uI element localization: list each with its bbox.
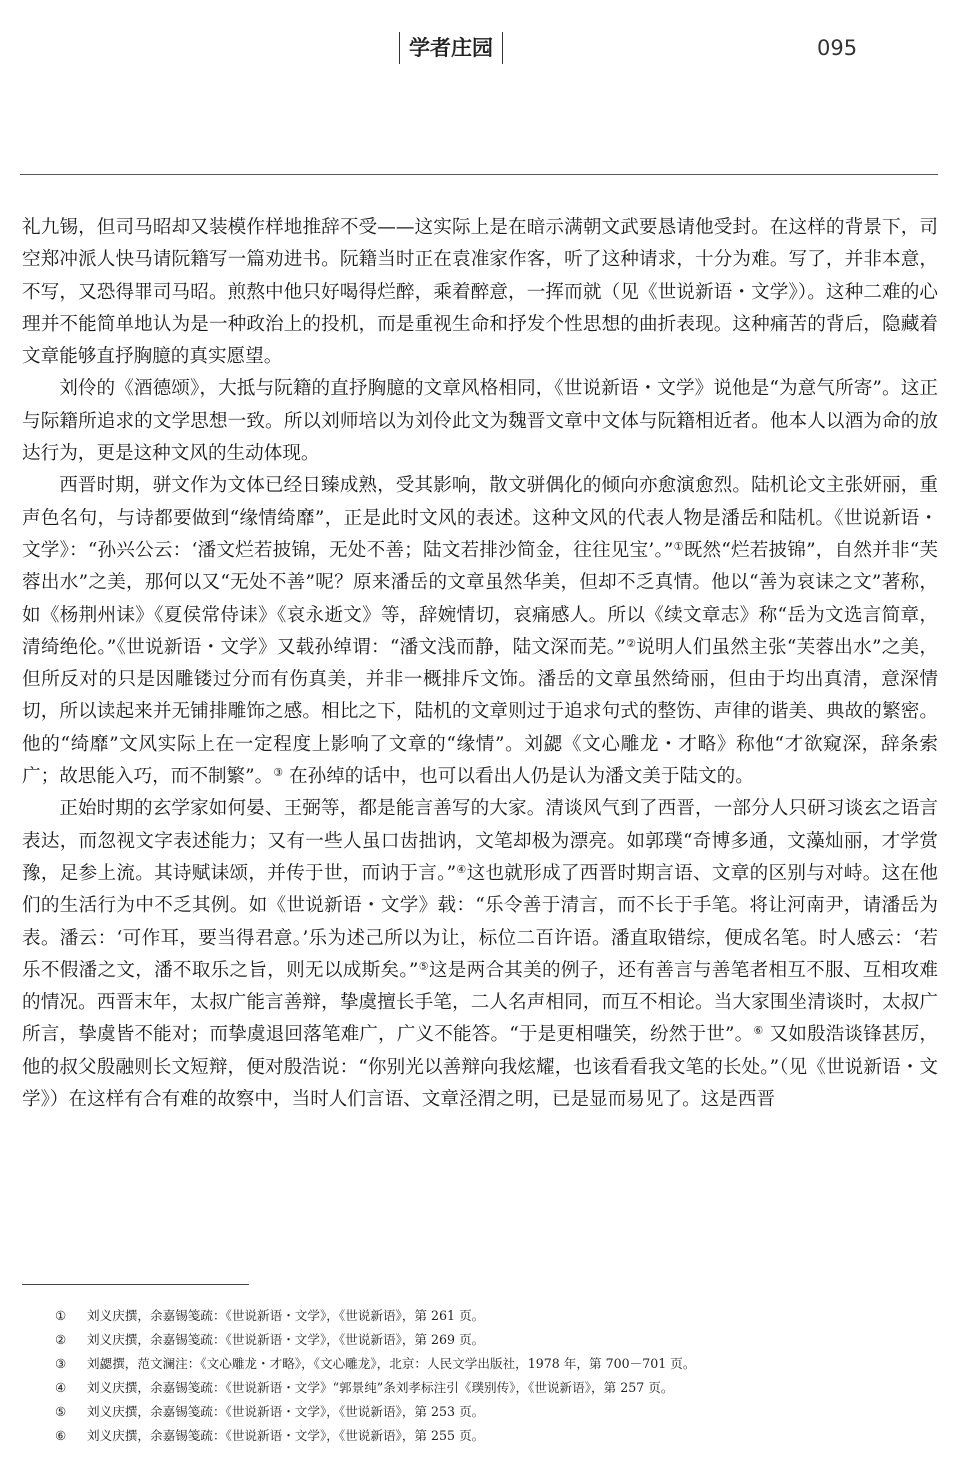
footnote-ref-6[interactable]: ⑥	[753, 1024, 764, 1038]
footnote	[55, 1352, 935, 1376]
paragraph-3-text-4: 在孙绰的话中，也可以看出人仍是认为潘文美于陆文的。	[283, 766, 754, 788]
paragraph-2: 刘伶的《酒德颂》，大抵与阮籍的直抒胸臆的文章风格相同，《世说新语・文学》说他是“为意气所寄”。这正与际籍所追求的文学思想一致。所以刘师培以为刘伶此文为魏晋文章中文体与阮籍相近者。他本人以酒为命的放达行为，更是这种文风的生动体现。	[22, 378, 938, 465]
footnotes	[55, 1304, 935, 1448]
page-number: 095	[817, 36, 858, 60]
footnote-ref-2[interactable]: ②	[625, 636, 637, 650]
footnote-rule	[22, 1284, 249, 1285]
footnote	[55, 1424, 935, 1448]
paragraph-3	[22, 470, 938, 793]
footnote-mark: ③	[55, 1356, 67, 1371]
running-header	[0, 30, 958, 66]
footnote-text: 刘义庆撰，余嘉锡笺疏：《世说新语・文学》，《世说新语》，第 269 页。	[87, 1332, 485, 1347]
header-rule	[20, 174, 938, 175]
footnote-text: 刘义庆撰，余嘉锡笺疏：《世说新语・文学》，《世说新语》，第 261 页。	[87, 1308, 485, 1323]
paragraph-4-text-1: 正始时期的玄学家如何晏、王弼等，都是能言善写的大家。清谈风气到了西晋，一部分人只研习谈玄之语言表达，而忽视文字表述能力；又有一些人虽口齿拙讷，文笔却极为漂亮。如郭璞“奇博多通，文藻灿丽，才学赏豫，足参上流。其诗赋诔颂，并传于世，而讷于言。”	[22, 798, 938, 884]
footnote-text: 刘义庆撰，余嘉锡笺疏：《世说新语・文学》，《世说新语》，第 255 页。	[87, 1428, 485, 1443]
footnote	[55, 1328, 935, 1352]
footnote-text: 刘勰撰，范文澜注：《文心雕龙・才略》，《文心雕龙》，北京：人民文学出版社，1978 年，第 700－701 页。	[87, 1356, 696, 1371]
footnote-ref-3[interactable]: ③	[273, 766, 284, 780]
paragraph-4-text-4: 又如殷浩谈锋甚厉，他的叔父殷融则长文短辩，便对殷浩说：“你别光以善辩向我炫耀，也该看看我文笔的长处。”（见《世说新语・文学》）在这样有合有难的故察中，当时人们言语、文章泾渭之明，已是显而易见了。这是西晋	[22, 1024, 938, 1111]
section-title: 学者庄园	[399, 32, 503, 64]
footnote-mark: ④	[55, 1380, 67, 1395]
footnote-ref-1[interactable]: ①	[673, 539, 684, 553]
footnote-text: 刘义庆撰，余嘉锡笺疏：《世说新语・文学》，《世说新语》，第 253 页。	[87, 1404, 485, 1419]
footnote-ref-5[interactable]: ⑤	[418, 959, 429, 973]
footnote-text: 刘义庆撰，余嘉锡笺疏：《世说新语・文学》“郭景纯”条刘孝标注引《璞别传》，《世说新语》，第 257 页。	[87, 1380, 674, 1395]
footnote	[55, 1376, 935, 1400]
footnote-mark: ⑥	[55, 1428, 67, 1443]
paragraph-3-text-2: 既然“烂若披锦”，自然并非“芙蓉出水”之美，那何以又“无处不善”呢？原来潘岳的文章虽然华美，但却不乏真情。他以“善为哀诔之文”著称，如《杨荆州诔》《夏侯常侍诔》《哀永逝文》等，辞婉情切，哀痛感人。所以《续文章志》称“岳为文选言简章，清绮绝伦。”《世说新语・文学》又载孙绰谓：“潘文浅而静，陆文深而芜。”	[22, 539, 938, 658]
footnote-mark: ②	[55, 1332, 67, 1347]
paragraph-1: 礼九锡，但司马昭却又装模作样地推辞不受——这实际上是在暗示满朝文武要恳请他受封。在这样的背景下，司空郑冲派人快马请阮籍写一篇劝进书。阮籍当时正在袁准家作客，听了这种请求，十分为难。写了，并非本意，不写，又恐得罪司马昭。煎熬中他只好喝得烂醉，乘着醉意，一挥而就（见《世说新语・文学》）。这种二难的心理并不能简单地认为是一种政治上的投机，而是重视生命和抒发个性思想的曲折表现。这种痛苦的背后，隐藏着文章能够直抒胸臆的真实愿望。	[22, 217, 938, 368]
paragraph-3-text-3: 说明人们虽然主张“芙蓉出水”之美，但所反对的只是因雕镂过分而有伤真美，并非一概排斥文饰。潘岳的文章虽然绮丽，但由于均出真清，意深情切，所以读起来并无铺排雕饰之感。相比之下，陆机的文章则过于追求句式的整饬、声律的谐美、典故的繁密。他的“绮靡”文风实际上在一定程度上影响了文章的“缘情”。刘勰《文心雕龙・才略》称他“才欲窥深，辞条索广；故思能入巧，而不制繁”。	[22, 636, 938, 788]
footnote-ref-4[interactable]: ④	[456, 862, 467, 876]
footnote-mark: ①	[55, 1308, 67, 1323]
paragraph-3-text-1: 西晋时期，骈文作为文体已经日臻成熟，受其影响，散文骈偶化的倾向亦愈演愈烈。陆机论文主张妍丽，重声色名句，与诗都要做到“缘情绮靡”，正是此时文风的表述。这种文风的代表人物是潘岳和陆机。《世说新语・文学》：“孙兴公云：‘潘文烂若披锦，无处不善；陆文若排沙简金，往往见宝’。”	[22, 475, 938, 561]
footnote-mark: ⑤	[55, 1404, 67, 1419]
paragraph-4-text-3: 这是两合其美的例子，还有善言与善笔者相互不服、互相攻难的情况。西晋末年，太叔广能言善辩，挚虞擅长手笔，二人名声相同，而互不相论。当大家围坐清谈时，太叔广所言，挚虞皆不能对；而挚虞退回落笔难广，广义不能答。“于是更相嗤笑，纷然于世”。	[22, 959, 938, 1046]
paragraph-4	[22, 793, 938, 1116]
footnote	[55, 1304, 935, 1328]
body-text	[22, 212, 938, 1116]
footnote	[55, 1400, 935, 1424]
paragraph-4-text-2: 这也就形成了西晋时期言语、文章的区别与对峙。这在他们的生活行为中不乏其例。如《世说新语・文学》载：“乐令善于清言，而不长于手笔。将让河南尹，请潘岳为表。潘云：‘可作耳，要当得君意。’乐为述己所以为让，标位二百许语。潘直取错综，便成名笔。时人感云：‘若乐不假潘之文，潘不取乐之旨，则无以成斯矣。”	[22, 862, 938, 981]
